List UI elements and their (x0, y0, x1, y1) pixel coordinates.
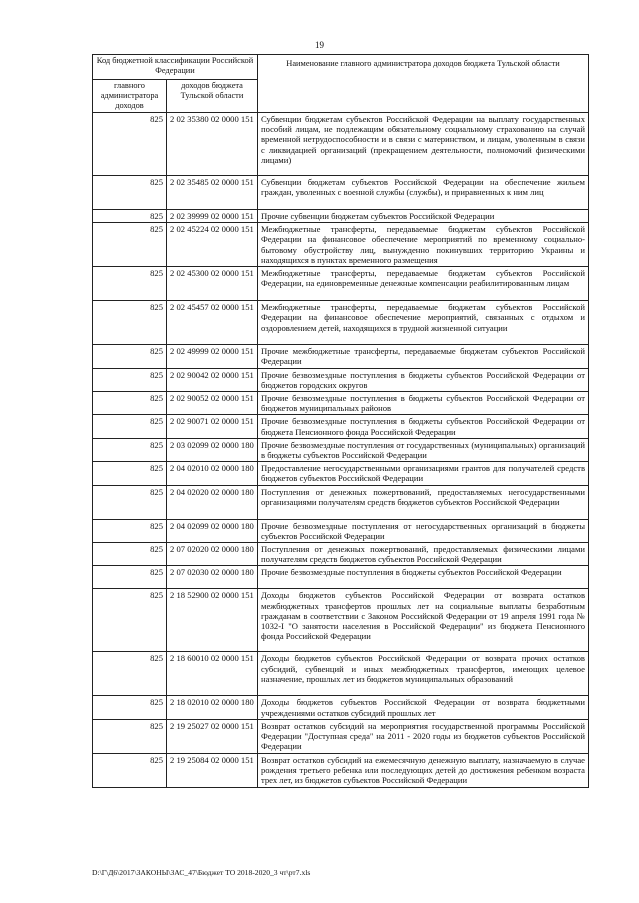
table-header (93, 55, 589, 113)
table-row (93, 485, 589, 519)
revenue-name-cell: Прочие межбюджетные трансферты, передаваемые бюджетам субъектов Российской Федерации (258, 345, 589, 368)
revenue-name-cell: Доходы бюджетов субъектов Российской Федерации от возврата остатков межбюджетных трансфертов прошлых лет на социальные выплаты безработным гражданам в соответствии с Законом Российской Федерации от 19 апреля 1991 года № 1032-I "О занятости населения в Российской Федерации" из бюджета Пенсионного фонда Российской Федерации (258, 589, 589, 652)
revenue-name-cell: Поступления от денежных пожертвований, предоставляемых негосударственными организациями получателям средств бюджетов субъектов Российской Федерации (258, 485, 589, 519)
admin-code-cell: 825 (93, 267, 167, 301)
revenue-name-cell: Возврат остатков субсидий на мероприятия государственной программы Российской Федерации "Доступная среда" на 2011 - 2020 годы из бюджетов субъектов Российской Федерации (258, 719, 589, 753)
revenue-name-cell: Возврат остатков субсидий на ежемесячную денежную выплату, назначаемую в случае рождения третьего ребенка или последующих детей до достижения ребенком возраста трех лет, из бюджетов субъектов Российской Федерации (258, 753, 589, 787)
revenue-code-cell: 2 07 02030 02 0000 180 (167, 566, 258, 589)
admin-code-cell: 825 (93, 210, 167, 223)
admin-code-cell: 825 (93, 438, 167, 461)
admin-code-cell: 825 (93, 753, 167, 787)
revenue-code-cell: 2 02 90052 02 0000 151 (167, 392, 258, 415)
admin-code-cell: 825 (93, 176, 167, 210)
header-admin-column: главного администратора доходов (93, 80, 167, 113)
admin-code-cell: 825 (93, 223, 167, 267)
admin-code-cell: 825 (93, 415, 167, 438)
revenue-name-cell: Предоставление негосударственными организациями грантов для получателей средств бюджетов субъектов Российской Федерации (258, 462, 589, 485)
table-row (93, 696, 589, 719)
table-row (93, 368, 589, 391)
table-row (93, 113, 589, 176)
admin-code-cell: 825 (93, 543, 167, 566)
table-row (93, 566, 589, 589)
revenue-code-cell: 2 04 02010 02 0000 180 (167, 462, 258, 485)
table-row (93, 415, 589, 438)
table-row (93, 543, 589, 566)
admin-code-cell: 825 (93, 368, 167, 391)
table-row (93, 223, 589, 267)
header-revenue-column: доходов бюджета Тульской области (167, 80, 258, 113)
revenue-name-cell: Доходы бюджетов субъектов Российской Федерации от возврата бюджетными учреждениями остатков субсидий прошлых лет (258, 696, 589, 719)
header-code-group: Код бюджетной классификации Российской Федерации (93, 55, 258, 80)
table-row (93, 210, 589, 223)
admin-code-cell: 825 (93, 462, 167, 485)
table-body (93, 113, 589, 788)
page-number: 19 (315, 40, 324, 50)
table-row (93, 719, 589, 753)
table-row (93, 301, 589, 345)
revenue-code-cell: 2 18 60010 02 0000 151 (167, 652, 258, 696)
revenue-code-cell: 2 07 02020 02 0000 180 (167, 543, 258, 566)
table-row (93, 438, 589, 461)
revenue-name-cell: Межбюджетные трансферты, передаваемые бюджетам субъектов Российской Федерации на финансовое обеспечение мероприятий по временному социально-бытовому обустройству лиц, вынужденно покинувших территорию Украины и находящихся в пунктах временного размещения (258, 223, 589, 267)
revenue-name-cell: Прочие безвозмездные поступления в бюджеты субъектов Российской Федерации (258, 566, 589, 589)
budget-classification-table (92, 54, 589, 788)
revenue-code-cell: 2 02 35380 02 0000 151 (167, 113, 258, 176)
table-row (93, 392, 589, 415)
admin-code-cell: 825 (93, 696, 167, 719)
table-row (93, 652, 589, 696)
revenue-code-cell: 2 03 02099 02 0000 180 (167, 438, 258, 461)
revenue-name-cell: Прочие безвозмездные поступления от негосударственных организаций в бюджеты субъектов Российской Федерации (258, 519, 589, 542)
table-row (93, 589, 589, 652)
admin-code-cell: 825 (93, 345, 167, 368)
revenue-name-cell: Прочие безвозмездные поступления в бюджеты субъектов Российской Федерации от бюджетов муниципальных районов (258, 392, 589, 415)
revenue-name-cell: Доходы бюджетов субъектов Российской Федерации от возврата прочих остатков субсидий, субвенций и иных межбюджетных трансфертов, имеющих целевое назначение, прошлых лет из бюджетов муниципальных образований (258, 652, 589, 696)
table-row (93, 519, 589, 542)
revenue-name-cell: Прочие безвозмездные поступления в бюджеты субъектов Российской Федерации от бюджетов городских округов (258, 368, 589, 391)
table-row (93, 267, 589, 301)
table-row (93, 345, 589, 368)
header-name-column: Наименование главного администратора доходов бюджета Тульской области (258, 55, 589, 113)
revenue-name-cell: Прочие безвозмездные поступления в бюджеты субъектов Российской Федерации от бюджета Пенсионного фонда Российской Федерации (258, 415, 589, 438)
admin-code-cell: 825 (93, 113, 167, 176)
admin-code-cell: 825 (93, 589, 167, 652)
revenue-name-cell: Межбюджетные трансферты, передаваемые бюджетам субъектов Российской Федерации, на единовременные денежные компенсации реабилитированным лицам (258, 267, 589, 301)
revenue-name-cell: Прочие субвенции бюджетам субъектов Российской Федерации (258, 210, 589, 223)
table-row (93, 753, 589, 787)
revenue-code-cell: 2 04 02099 02 0000 180 (167, 519, 258, 542)
revenue-code-cell: 2 02 35485 02 0000 151 (167, 176, 258, 210)
revenue-code-cell: 2 19 25027 02 0000 151 (167, 719, 258, 753)
admin-code-cell: 825 (93, 392, 167, 415)
revenue-code-cell: 2 02 45300 02 0000 151 (167, 267, 258, 301)
admin-code-cell: 825 (93, 566, 167, 589)
table-row (93, 462, 589, 485)
revenue-code-cell: 2 02 39999 02 0000 151 (167, 210, 258, 223)
admin-code-cell: 825 (93, 301, 167, 345)
admin-code-cell: 825 (93, 652, 167, 696)
revenue-code-cell: 2 18 02010 02 0000 180 (167, 696, 258, 719)
admin-code-cell: 825 (93, 485, 167, 519)
revenue-code-cell: 2 04 02020 02 0000 180 (167, 485, 258, 519)
revenue-name-cell: Межбюджетные трансферты, передаваемые бюджетам субъектов Российской Федерации на финансовое обеспечение мероприятий, связанных с отдыхом и оздоровлением детей, находящихся в трудной жизненной ситуации (258, 301, 589, 345)
admin-code-cell: 825 (93, 519, 167, 542)
revenue-name-cell: Прочие безвозмездные поступления от государственных (муниципальных) организаций в бюджеты субъектов Российской Федерации (258, 438, 589, 461)
revenue-name-cell: Поступления от денежных пожертвований, предоставляемых физическими лицами получателям средств бюджетов субъектов Российской Федерации (258, 543, 589, 566)
table-row (93, 176, 589, 210)
revenue-code-cell: 2 02 45224 02 0000 151 (167, 223, 258, 267)
revenue-name-cell: Субвенции бюджетам субъектов Российской Федерации на выплату государственных пособий лицам, не подлежащим обязательному социальному страхованию на случай временной нетрудоспособности и в связи с материнством, и лицам, уволенным в связи с ликвидацией организаций (прекращением деятельности, полномочий физическими лицами) (258, 113, 589, 176)
revenue-code-cell: 2 02 90071 02 0000 151 (167, 415, 258, 438)
revenue-code-cell: 2 02 45457 02 0000 151 (167, 301, 258, 345)
revenue-code-cell: 2 19 25084 02 0000 151 (167, 753, 258, 787)
revenue-code-cell: 2 02 49999 02 0000 151 (167, 345, 258, 368)
revenue-name-cell: Субвенции бюджетам субъектов Российской Федерации на обеспечение жильем граждан, уволенных с военной службы (службы), и приравненных к ним лиц (258, 176, 589, 210)
revenue-code-cell: 2 18 52900 02 0000 151 (167, 589, 258, 652)
file-path-footer: D:\Г\Д6\2017\ЗАКОНЫ\ЗАС_47\Бюджет ТО 2018-2020_3 чт\рт7.xls (92, 868, 311, 877)
admin-code-cell: 825 (93, 719, 167, 753)
revenue-code-cell: 2 02 90042 02 0000 151 (167, 368, 258, 391)
